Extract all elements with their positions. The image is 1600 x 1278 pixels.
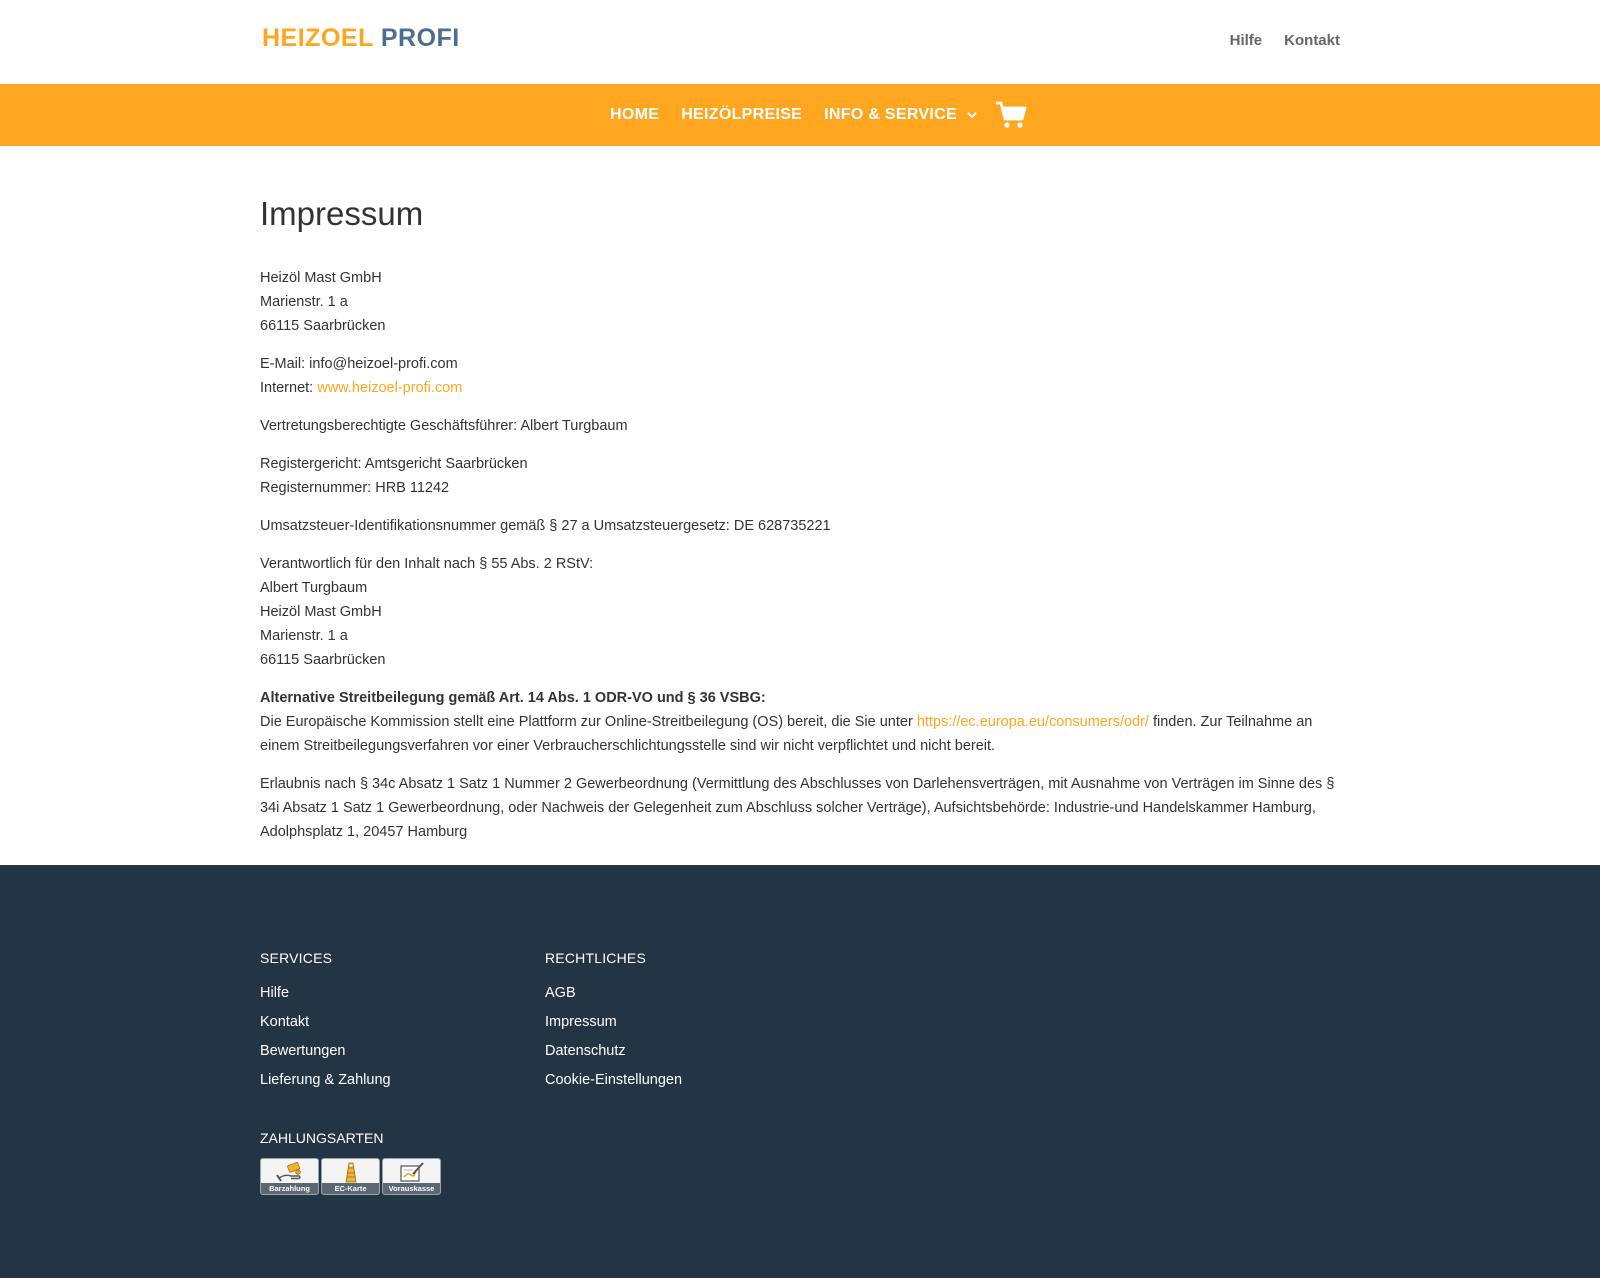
site-footer [0,865,1600,1278]
footer-payment [260,1130,441,1195]
top-header [0,0,1600,84]
ec-card-icon [322,1161,379,1183]
address-line: Heizöl Mast GmbH [260,270,382,287]
footer-link-kontakt[interactable]: Kontakt [260,1014,310,1030]
page-title: Impressum [260,195,424,232]
site-logo[interactable] [262,24,460,53]
top-links [1230,32,1340,49]
internet-line [260,376,1340,400]
footer-legal [545,950,682,1100]
prepayment-icon [383,1161,440,1183]
payment-label: Barzahlung [261,1183,318,1194]
vat-info: Umsatzsteuer-Identifikationsnummer gemäß § 27 a Umsatzsteuergesetz: DE 628735221 [260,518,831,535]
permit-info: Erlaubnis nach § 34c Absatz 1 Satz 1 Nummer 2 Gewerbeordnung (Vermittlung des Abschlusses von Darlehensverträgen, mit Ausnahme von Verträgen im Sinne des § 34i Absatz 1 Satz 1 Gewerbeordnung, oder Nachweis der Gelegenheit zum Abschluss solcher Verträge), Aufsichtsbehörde: Industrie-und Handelskammer Hamburg, Adolphsplatz 1, 20457 Hamburg [260,776,1335,841]
logo-part-profi: PROFI [380,24,460,52]
email-line: E-Mail: info@heizoel-profi.com [260,356,458,373]
payment-badges [260,1158,441,1195]
payment-label: Vorauskasse [383,1183,440,1194]
footer-link-agb[interactable]: AGB [545,985,576,1001]
footer-link-datenschutz[interactable]: Datenschutz [545,1043,626,1059]
dispute-heading: Alternative Streitbeilegung gemäß Art. 14 Abs. 1 ODR-VO und § 36 VSBG: [260,690,766,707]
address-line: Marienstr. 1 a [260,294,348,311]
chevron-down-icon [965,108,979,122]
dispute-text-end: finden. Zur Teilnahme an einem Streitbeilegungsverfahren vor einer Verbraucherschlichtungsstelle sind wir nicht verpflichtet und nicht bereit. [260,714,1313,755]
footer-payment-heading: ZAHLUNGSARTEN [260,1130,384,1146]
nav-info-service[interactable] [824,106,979,124]
footer-link-cookie[interactable]: Cookie-Einstellungen [545,1072,683,1088]
address-line: 66115 Saarbrücken [260,318,386,335]
cash-hand-icon [261,1161,318,1183]
logo-part-heizoel: HEIZOEL [262,24,374,52]
contact-info [260,352,1340,400]
responsible-line: 66115 Saarbrücken [260,652,386,669]
dispute-text: Die Europäische Kommission stellt eine Plattform zur Online-Streitbeilegung (OS) bereit, die Sie unter [260,714,917,731]
responsible-info [260,552,1340,672]
register-court: Registergericht: Amtsgericht Saarbrücken [260,456,528,473]
footer-link-lieferung[interactable]: Lieferung & Zahlung [260,1072,391,1088]
top-link-hilfe[interactable]: Hilfe [1229,32,1263,49]
website-link[interactable]: www.heizoel-profi.com [317,380,463,397]
footer-link-impressum[interactable]: Impressum [545,1014,617,1030]
nav-heizoelpreise[interactable]: HEIZÖLPREISE [681,106,803,123]
footer-services-heading: SERVICES [260,950,333,966]
shopping-cart-icon[interactable] [995,100,1027,130]
company-address [260,266,1340,338]
payment-badge-barzahlung [260,1158,319,1195]
nav-home[interactable]: HOME [610,106,660,123]
footer-services [260,950,391,1100]
responsible-line: Albert Turgbaum [260,580,368,597]
responsible-line: Marienstr. 1 a [260,628,348,645]
ceo-info: Vertretungsberechtigte Geschäftsführer: Albert Turgbaum [260,418,628,435]
register-number: Registernummer: HRB 11242 [260,480,450,497]
payment-label: EC-Karte [322,1183,379,1194]
payment-badge-vorauskasse [382,1158,441,1195]
footer-legal-heading: RECHTLICHES [545,950,646,966]
footer-link-bewertungen[interactable]: Bewertungen [260,1043,346,1059]
payment-badge-ec-karte [321,1158,380,1195]
responsible-line: Verantwortlich für den Inhalt nach § 55 Abs. 2 RStV: [260,556,594,573]
dispute-info [260,686,1340,758]
top-link-kontakt[interactable]: Kontakt [1284,32,1340,49]
footer-link-hilfe[interactable]: Hilfe [260,985,290,1001]
responsible-line: Heizöl Mast GmbH [260,604,382,621]
odr-link[interactable]: https://ec.europa.eu/consumers/odr/ [916,714,1149,731]
register-info [260,452,1340,500]
nav-info-service-label: INFO & SERVICE [824,106,957,123]
main-content [260,196,1340,858]
internet-prefix: Internet: [260,380,318,397]
main-nav [0,84,1600,146]
